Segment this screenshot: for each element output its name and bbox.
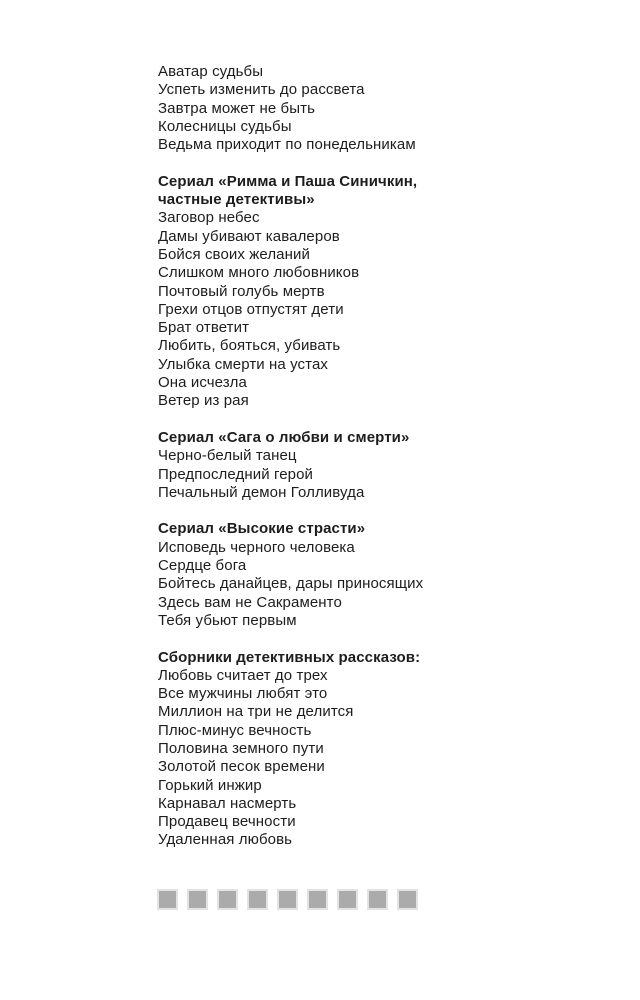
book-title: Все мужчины любят это: [158, 685, 328, 703]
book-section: [158, 649, 468, 850]
book-title: Грехи отцов отпустят дети: [158, 300, 344, 318]
book-title: Любить, бояться, убивать: [158, 337, 341, 355]
book-title: Печальный демон Голливуда: [158, 483, 365, 501]
book-title: Горький инжир: [158, 776, 262, 794]
book-title: Золотой песок времени: [158, 758, 325, 776]
book-section: [158, 520, 468, 630]
section-heading-line: Сериал «Римма и Паша Синичкин,: [158, 172, 418, 190]
ornament-square: [157, 889, 178, 910]
book-title: Она исчезла: [158, 374, 247, 392]
section-heading-line: Сборники детективных рассказов:: [158, 648, 421, 666]
section-heading-line: Сериал «Высокие страсти»: [158, 520, 366, 538]
ornament-square: [397, 889, 418, 910]
book-title: Бойтесь данайцев, дары приносящих: [158, 575, 424, 593]
section-heading-line: частные детективы»: [158, 191, 315, 209]
book-title: Слишком много любовников: [158, 264, 360, 282]
book-title: Завтра может не быть: [158, 99, 316, 117]
book-title: Тебя убьют первым: [158, 611, 297, 629]
book-title: Аватар судьбы: [158, 63, 264, 80]
ornament-square: [187, 889, 208, 910]
book-title: Продавец вечности: [158, 813, 296, 831]
section-heading-line: Сериал «Сага о любви и смерти»: [158, 428, 410, 446]
ornament-square: [337, 889, 358, 910]
book-title: Половина земного пути: [158, 739, 324, 757]
ornament-square: [247, 889, 268, 910]
book-list: [158, 63, 468, 850]
book-title: Черно-белый танец: [158, 447, 297, 465]
book-title: Предпоследний герой: [158, 465, 314, 483]
ornament-square: [277, 889, 298, 910]
page-break-ornament: [157, 889, 418, 910]
book-title: Заговор небес: [158, 209, 260, 227]
book-title: Бойся своих желаний: [158, 245, 310, 263]
book-title: Миллион на три не делится: [158, 703, 354, 721]
book-title: Плюс-минус вечность: [158, 721, 312, 739]
book-title: Брат ответит: [158, 319, 250, 337]
book-title: Дамы убивают кавалеров: [158, 227, 340, 245]
ornament-square: [307, 889, 328, 910]
book-title: Почтовый голубь мертв: [158, 282, 325, 300]
book-title: Успеть изменить до рассвета: [158, 81, 365, 99]
book-title: Ведьма приходит по понедельникам: [158, 136, 416, 154]
book-title: Колесницы судьбы: [158, 117, 292, 135]
book-title: Любовь считает до трех: [158, 666, 328, 684]
book-section: [158, 429, 468, 502]
book-title: Улыбка смерти на устах: [158, 355, 329, 373]
book-section: [158, 63, 468, 154]
book-section: [158, 173, 468, 411]
book-title: Здесь вам не Сакраменто: [158, 593, 342, 611]
book-title: Ветер из рая: [158, 392, 249, 410]
ornament-square: [217, 889, 238, 910]
ornament-square: [367, 889, 388, 910]
book-title: Карнавал насмерть: [158, 794, 297, 812]
book-title: Сердце бога: [158, 557, 247, 575]
book-title: Удаленная любовь: [158, 831, 293, 849]
book-title: Исповедь черного человека: [158, 538, 355, 556]
